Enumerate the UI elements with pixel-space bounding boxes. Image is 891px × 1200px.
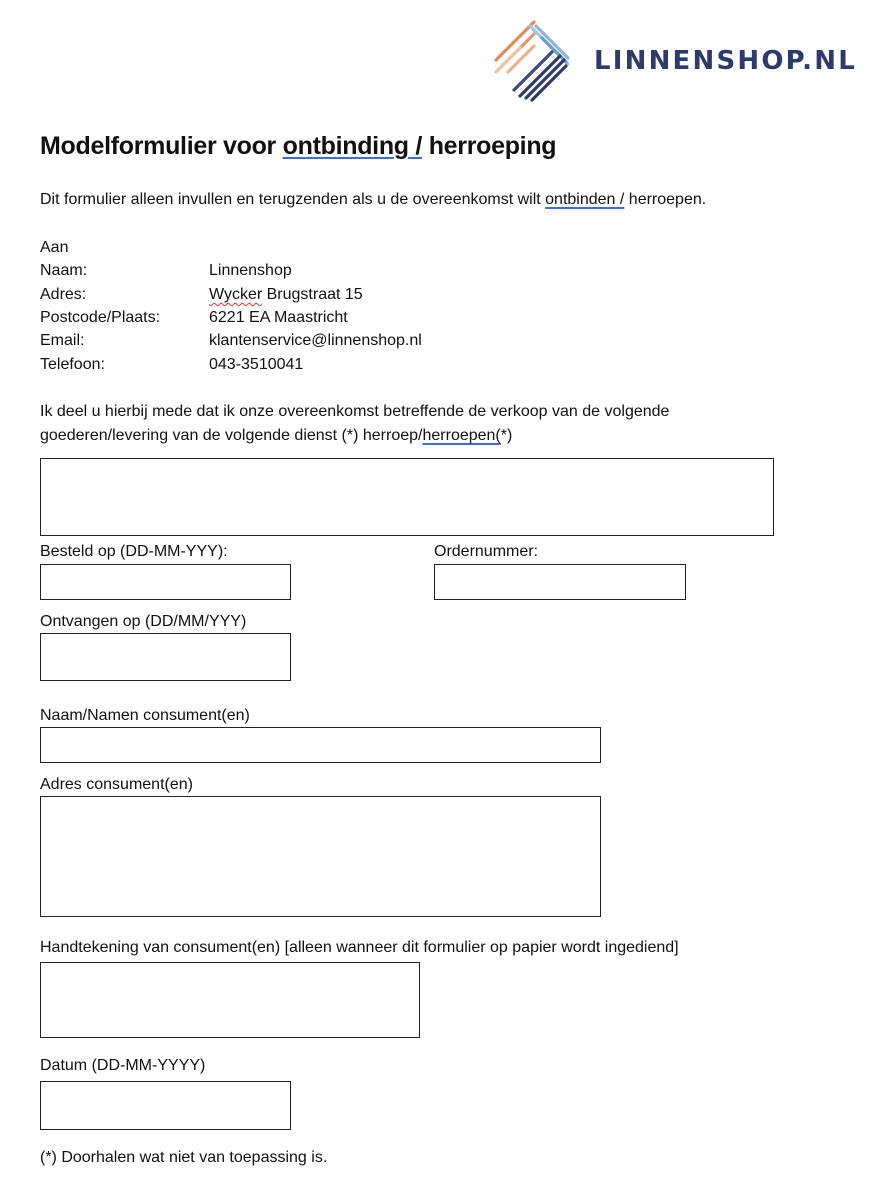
statement-part-c: *): [500, 427, 513, 444]
consumer-names-field[interactable]: [40, 727, 601, 763]
recipient-value: 043-3510041: [209, 356, 304, 373]
recipient-row-email: [40, 329, 422, 352]
date-label: Datum (DD-MM-YYYY): [40, 1057, 206, 1074]
statement-part-b: herroepen(: [422, 427, 501, 444]
recipient-label: Email:: [40, 332, 85, 349]
goods-service-field[interactable]: [40, 458, 774, 536]
recipient-label: Naam:: [40, 262, 88, 279]
brand-name: LINNENSHOP.NL: [594, 46, 857, 76]
recipient-value: klantenservice@linnenshop.nl: [209, 332, 422, 349]
intro-part-1: Dit formulier alleen invullen en terugzenden als u de overeenkomst wilt: [40, 191, 546, 208]
recipient-value-misspelled: Wycker: [209, 286, 263, 303]
recipient-label: Adres:: [40, 286, 87, 303]
intro-part-3: herroepen.: [624, 191, 707, 208]
recipient-value: Linnenshop: [209, 262, 292, 279]
signature-label: Handtekening van consument(en) [alleen wanneer dit formulier op papier wordt ingediend]: [40, 939, 679, 956]
recipient-row-phone: [40, 353, 303, 376]
page-title: [40, 132, 556, 161]
signature-field[interactable]: [40, 962, 420, 1038]
title-part-1: Modelformulier voor: [40, 132, 283, 160]
title-part-2: ontbinding /: [282, 132, 423, 160]
statement-line-2: [40, 424, 512, 447]
order-number-field[interactable]: [434, 564, 686, 600]
linnenshop-logo-mark-icon: [490, 16, 576, 102]
recipient-row-name: [40, 259, 292, 282]
received-on-field[interactable]: [40, 633, 291, 681]
date-field[interactable]: [40, 1081, 291, 1130]
recipient-value: Brugstraat 15: [262, 286, 363, 303]
recipient-label: Postcode/Plaats:: [40, 309, 161, 326]
recipient-heading: Aan: [40, 239, 69, 256]
statement-line-1: Ik deel u hierbij mede dat ik onze overeenkomst betreffende de verkoop van de volgende: [40, 403, 670, 420]
ordered-on-field[interactable]: [40, 564, 291, 600]
recipient-row-postcode: [40, 306, 348, 329]
ordered-on-label: Besteld op (DD-MM-YYY):: [40, 543, 228, 560]
statement-part-a: goederen/levering van de volgende dienst (*) herroep/: [40, 427, 423, 444]
recipient-label: Telefoon:: [40, 356, 105, 373]
footnote: (*) Doorhalen wat niet van toepassing is.: [40, 1149, 328, 1166]
recipient-value: 6221 EA Maastricht: [209, 309, 348, 326]
order-number-label: Ordernummer:: [434, 543, 539, 560]
consumer-address-label: Adres consument(en): [40, 776, 193, 793]
consumer-address-field[interactable]: [40, 796, 601, 917]
consumer-names-label: Naam/Namen consument(en): [40, 707, 250, 724]
brand-logo: [490, 16, 870, 106]
received-on-label: Ontvangen op (DD/MM/YYY): [40, 613, 247, 630]
recipient-row-address: [40, 283, 363, 306]
title-part-3: herroeping: [422, 132, 557, 160]
intro-text: [40, 188, 706, 211]
intro-part-2: ontbinden /: [545, 191, 625, 208]
